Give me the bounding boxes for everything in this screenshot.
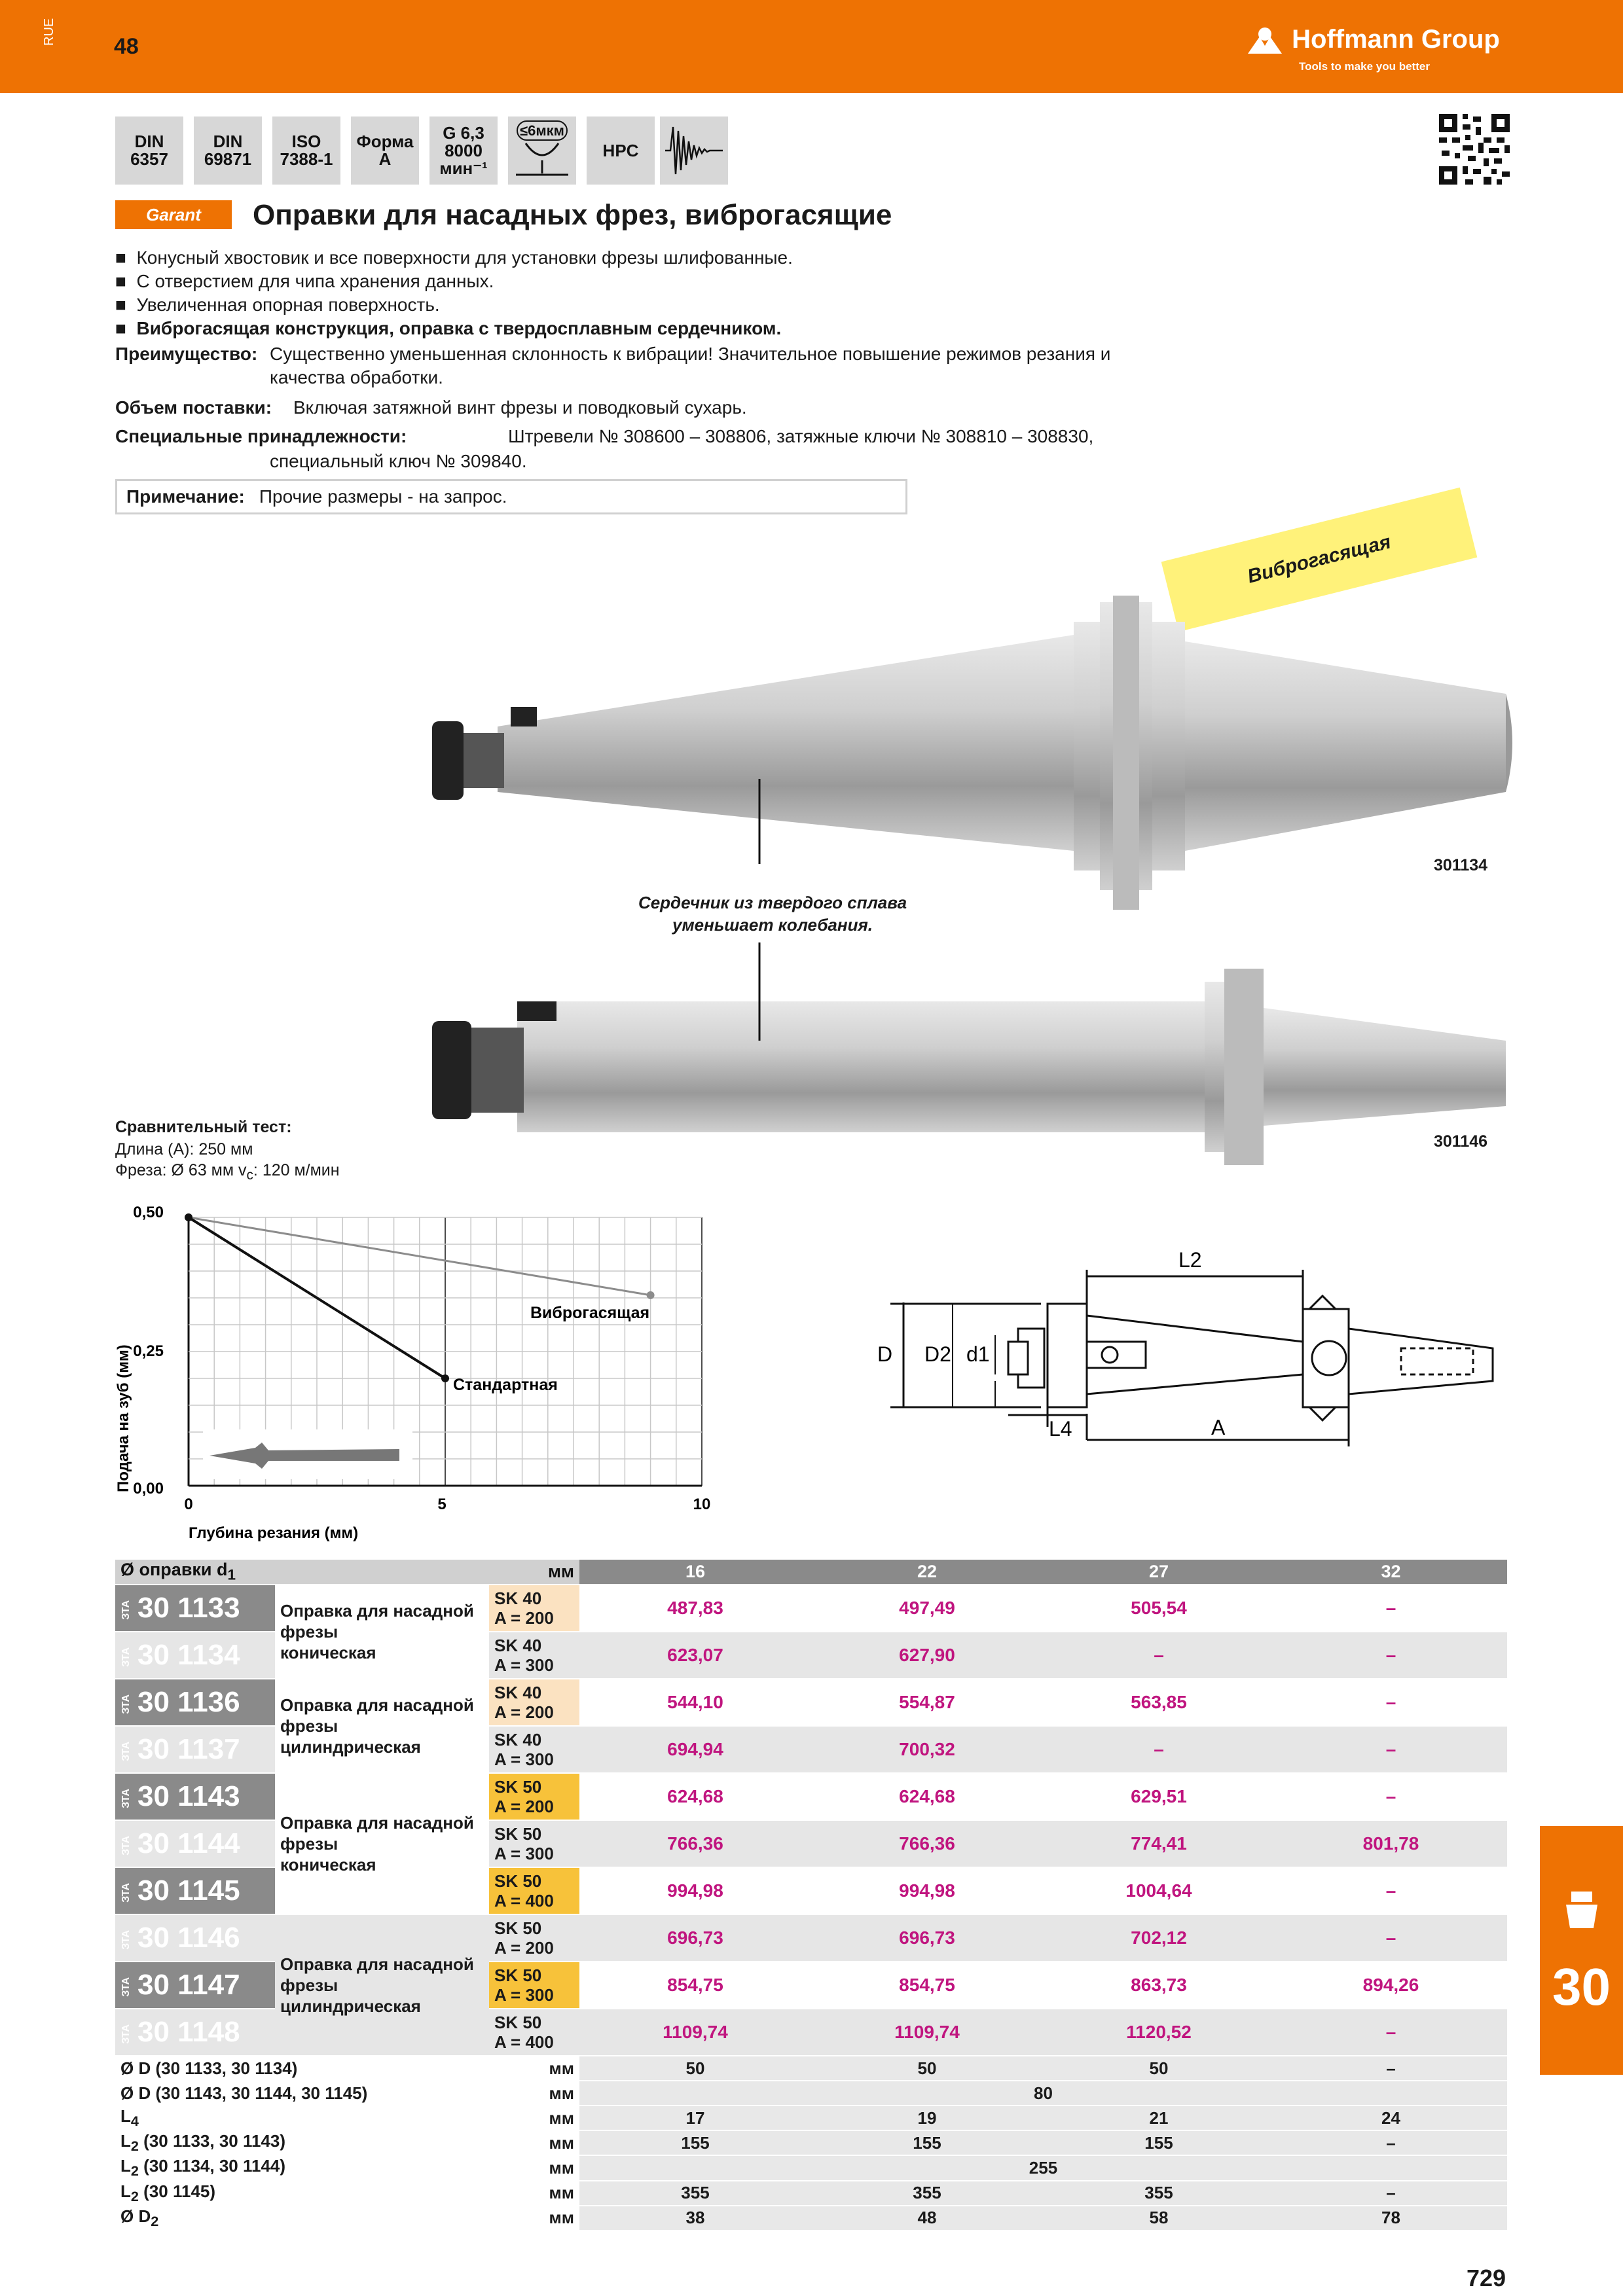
spec-unit: мм xyxy=(489,2155,579,2180)
spec-unit: мм xyxy=(489,2206,579,2231)
price-cell[interactable]: 487,83 xyxy=(579,1585,811,1632)
spec-value: – xyxy=(1275,2056,1507,2081)
product-description xyxy=(275,1585,489,1679)
price-cell[interactable]: 854,75 xyxy=(811,1962,1043,2009)
price-cell[interactable]: – xyxy=(1043,1632,1275,1679)
badge-balance xyxy=(429,117,498,185)
taper-sk: SK 40 xyxy=(494,1588,542,1608)
description-line-2: цилиндрическая xyxy=(280,1737,421,1757)
y-tick-label: 0,50 xyxy=(133,1204,164,1221)
price-cell[interactable]: 774,41 xyxy=(1043,1820,1275,1867)
description-line-1: Оправка для насадной фрезы xyxy=(280,1813,474,1854)
badge-form xyxy=(351,117,419,185)
note-box xyxy=(115,479,907,514)
price-cell[interactable]: 801,78 xyxy=(1275,1820,1507,1867)
spec-value: 48 xyxy=(811,2206,1043,2231)
spec-unit: мм xyxy=(489,2081,579,2106)
spec-value: – xyxy=(1275,2181,1507,2206)
spec-label-sub: 2 xyxy=(130,2162,139,2179)
page-title: Оправки для насадных фрез, виброгасящие xyxy=(253,199,892,231)
test-length: Длина (А): 250 мм xyxy=(115,1140,253,1158)
product-description xyxy=(275,1914,489,2056)
spec-value: 17 xyxy=(579,2106,811,2130)
x-tick-label: 5 xyxy=(437,1496,447,1513)
price-cell[interactable]: 766,36 xyxy=(811,1820,1043,1867)
spec-label xyxy=(115,2181,489,2206)
spec-row xyxy=(115,2130,1507,2155)
series-label-vibration: Виброгасящая xyxy=(530,1304,650,1322)
spec-row xyxy=(115,2056,1507,2081)
bullet-3: ■ Увеличенная опорная поверхность. xyxy=(115,295,440,315)
badge-din6357 xyxy=(115,117,183,185)
article-number[interactable] xyxy=(115,1914,275,1962)
spec-label-text: Ø D (30 1133, 30 1134) xyxy=(120,2058,298,2078)
price-cell[interactable]: – xyxy=(1275,1679,1507,1726)
article-number[interactable] xyxy=(115,1632,275,1679)
article-prefix: ЗТА xyxy=(120,1741,132,1761)
brand-logo xyxy=(1245,25,1500,55)
spec-label-sub: 2 xyxy=(130,2187,139,2204)
price-cell[interactable]: 497,49 xyxy=(811,1585,1043,1632)
taper-size xyxy=(489,1632,579,1679)
article-number[interactable] xyxy=(115,1773,275,1820)
spec-label xyxy=(115,2081,489,2106)
taper-sk: SK 50 xyxy=(494,1777,542,1797)
bullet-text: Конусный хвостовик и все поверхности для установки фрезы шлифованные. xyxy=(136,247,793,268)
spec-label-tail: (30 1145) xyxy=(138,2181,216,2201)
price-cell[interactable]: 544,10 xyxy=(579,1679,811,1726)
price-cell[interactable]: 624,68 xyxy=(579,1773,811,1820)
y-tick-label: 0,00 xyxy=(133,1480,164,1498)
spec-label xyxy=(115,2106,489,2130)
article-number-text: 30 1143 xyxy=(137,1780,240,1812)
article-number-text: 30 1136 xyxy=(137,1686,240,1718)
taper-size xyxy=(489,1773,579,1820)
dim-D2-label: D2 xyxy=(924,1342,951,1366)
language-code: RUE xyxy=(42,18,56,46)
spec-label xyxy=(115,2155,489,2180)
price-cell[interactable]: – xyxy=(1275,1867,1507,1914)
price-cell[interactable]: 766,36 xyxy=(579,1820,811,1867)
bullet-text: Виброгасящая конструкция, оправка с твердосплавным сердечником. xyxy=(136,318,782,338)
article-number-text: 30 1144 xyxy=(137,1827,240,1859)
spec-value: 50 xyxy=(1043,2056,1275,2081)
article-prefix: ЗТА xyxy=(120,1647,132,1667)
x-axis-label: Глубина резания (мм) xyxy=(189,1524,359,1542)
article-prefix: ЗТА xyxy=(120,1788,132,1808)
qr-code-icon[interactable] xyxy=(1439,114,1510,185)
taper-sk: SK 40 xyxy=(494,1683,542,1702)
article-prefix: ЗТА xyxy=(120,1835,132,1856)
article-number-text: 30 1145 xyxy=(137,1874,240,1907)
spec-label xyxy=(115,2130,489,2155)
taper-sk: SK 40 xyxy=(494,1730,542,1749)
taper-size xyxy=(489,1867,579,1914)
price-cell[interactable]: – xyxy=(1275,1773,1507,1820)
spec-label-text: L xyxy=(120,2181,131,2201)
spec-value: 155 xyxy=(579,2130,811,2155)
spec-label-tail: (30 1133, 30 1143) xyxy=(138,2131,286,2151)
header-col: 32 xyxy=(1275,1560,1507,1585)
dim-A-label: A xyxy=(1211,1416,1226,1439)
badge-line: 8000 xyxy=(445,140,483,160)
bullet-1: ■ Конусный хвостовик и все поверхности для установки фрезы шлифованные. xyxy=(115,247,793,268)
article-number-text: 30 1134 xyxy=(137,1639,240,1671)
toolholder-image-conical xyxy=(419,576,1519,942)
price-cell[interactable]: – xyxy=(1275,1914,1507,1962)
spec-value: 21 xyxy=(1043,2106,1275,2130)
spec-row xyxy=(115,2081,1507,2106)
price-cell[interactable]: – xyxy=(1043,1726,1275,1773)
taper-length: A = 200 xyxy=(494,1938,554,1958)
product-description xyxy=(275,1773,489,1914)
price-cell[interactable]: 624,68 xyxy=(811,1773,1043,1820)
taper-sk: SK 50 xyxy=(494,1824,542,1844)
price-cell[interactable]: 702,12 xyxy=(1043,1914,1275,1962)
article-number-text: 30 1148 xyxy=(137,2016,240,2048)
data-point xyxy=(441,1374,449,1382)
spec-value: 355 xyxy=(1043,2181,1275,2206)
taper-size xyxy=(489,1914,579,1962)
y-tick-label: 0,25 xyxy=(133,1342,164,1360)
spec-value: 58 xyxy=(1043,2206,1275,2231)
taper-length: A = 200 xyxy=(494,1797,554,1816)
price-cell[interactable]: 629,51 xyxy=(1043,1773,1275,1820)
section-tool-icon xyxy=(1562,1889,1601,1935)
supply-label: Объем поставки: xyxy=(115,397,272,418)
spec-value: 255 xyxy=(579,2155,1507,2180)
taper-size xyxy=(489,1585,579,1632)
test-cutter-sub: c xyxy=(246,1168,253,1183)
description-line-1: Оправка для насадной фрезы xyxy=(280,1695,474,1736)
article-number[interactable] xyxy=(115,1726,275,1773)
bullet-2: ■ С отверстием для чипа хранения данных. xyxy=(115,271,494,291)
badge-line: DIN xyxy=(134,132,164,151)
price-cell[interactable]: 627,90 xyxy=(811,1632,1043,1679)
taper-sk: SK 50 xyxy=(494,1918,542,1938)
spec-unit: мм xyxy=(489,2056,579,2081)
taper-size xyxy=(489,1679,579,1726)
callout-line-1: Сердечник из твердого сплава xyxy=(638,893,907,912)
spec-label-tail: (30 1134, 30 1144) xyxy=(138,2156,286,2176)
badge-iso xyxy=(272,117,340,185)
article-number-text: 30 1137 xyxy=(137,1733,240,1765)
spec-value: 80 xyxy=(579,2081,1507,2106)
spec-label-text: Ø D xyxy=(120,2206,151,2226)
dim-L2-label: L2 xyxy=(1178,1248,1202,1272)
spec-unit: мм xyxy=(489,2130,579,2155)
article-number[interactable] xyxy=(115,2009,275,2056)
test-cutter-end: : 120 м/мин xyxy=(253,1161,340,1179)
data-point xyxy=(185,1213,192,1221)
spec-label-sub: 2 xyxy=(130,2138,139,2155)
badge-line: мин⁻¹ xyxy=(439,158,488,178)
taper-size xyxy=(489,2009,579,2056)
supply-text: Включая затяжной винт фрезы и поводковый сухарь. xyxy=(293,397,747,418)
badge-line: DIN xyxy=(213,132,243,151)
price-cell[interactable]: 894,26 xyxy=(1275,1962,1507,2009)
badge-line: G 6,3 xyxy=(443,122,484,143)
description-line-2: цилиндрическая xyxy=(280,1996,421,2016)
taper-length: A = 300 xyxy=(494,1844,554,1863)
spec-label xyxy=(115,2206,489,2231)
x-tick-label: 0 xyxy=(184,1496,193,1513)
price-cell[interactable]: 1109,74 xyxy=(579,2009,811,2056)
y-axis-label: Подача на зуб (мм) xyxy=(115,1344,132,1492)
price-cell[interactable]: 623,07 xyxy=(579,1632,811,1679)
spec-value: 19 xyxy=(811,2106,1043,2130)
price-cell[interactable]: 563,85 xyxy=(1043,1679,1275,1726)
badge-din69871 xyxy=(194,117,262,185)
spec-row xyxy=(115,2106,1507,2130)
taper-length: A = 200 xyxy=(494,1702,554,1722)
test-cutter xyxy=(115,1161,340,1183)
price-cell[interactable]: 854,75 xyxy=(579,1962,811,2009)
price-cell[interactable]: 696,73 xyxy=(811,1914,1043,1962)
price-cell[interactable]: 505,54 xyxy=(1043,1585,1275,1632)
garant-logo xyxy=(115,200,232,229)
spec-value: 355 xyxy=(811,2181,1043,2206)
spec-row xyxy=(115,2206,1507,2231)
header-label-sub: 1 xyxy=(227,1566,236,1583)
callout-caption xyxy=(589,891,956,936)
badge-hpc xyxy=(587,117,655,185)
x-tick-label: 10 xyxy=(693,1496,711,1513)
toolholder-image-cylindrical xyxy=(419,956,1519,1178)
price-cell[interactable]: 1120,52 xyxy=(1043,2009,1275,2056)
dim-L4-label: L4 xyxy=(1049,1417,1072,1441)
spec-label-sub: 4 xyxy=(130,2113,139,2130)
page-number-bottom: 729 xyxy=(1467,2265,1506,2291)
section-number: 30 xyxy=(1552,1958,1611,2016)
dim-D-label: D xyxy=(877,1342,893,1366)
spec-value: 155 xyxy=(811,2130,1043,2155)
sticker-text: Виброгасящая xyxy=(1245,531,1393,588)
spec-value: – xyxy=(1275,2130,1507,2155)
test-cutter-text: Фреза: Ø 63 мм v xyxy=(115,1161,247,1179)
taper-sk: SK 40 xyxy=(494,1636,542,1655)
price-cell[interactable]: 994,98 xyxy=(579,1867,811,1914)
header-unit: мм xyxy=(489,1560,579,1585)
dimension-diagram xyxy=(877,1244,1519,1460)
note-text: Прочие размеры - на запрос. xyxy=(259,486,507,507)
spec-label-text: L xyxy=(120,2156,131,2176)
article-prefix: ЗТА xyxy=(120,1882,132,1903)
data-point xyxy=(647,1291,655,1299)
header-col: 22 xyxy=(811,1560,1043,1585)
badge-line: 69871 xyxy=(204,149,252,169)
spec-label-sub: 2 xyxy=(151,2212,159,2229)
bullet-text: С отверстием для чипа хранения данных. xyxy=(136,271,494,291)
article-number-text: 30 1133 xyxy=(137,1592,240,1624)
comparison-chart xyxy=(111,1204,714,1545)
spec-unit: мм xyxy=(489,2106,579,2130)
product-table xyxy=(115,1560,1507,2231)
description-line-2: коническая xyxy=(280,1643,376,1662)
article-prefix: ЗТА xyxy=(120,2024,132,2044)
badge-line: А xyxy=(378,149,392,169)
badge-runout xyxy=(508,117,576,185)
spec-label-text: L xyxy=(120,2131,131,2151)
spec-label-text: Ø D (30 1143, 30 1144, 30 1145) xyxy=(120,2083,368,2103)
price-cell[interactable]: 696,73 xyxy=(579,1914,811,1962)
article-number-text: 30 1146 xyxy=(137,1922,240,1954)
advantage-label: Преимущество: xyxy=(115,344,258,364)
taper-length: A = 400 xyxy=(494,1891,554,1910)
accessories-label: Специальные принадлежности: xyxy=(115,426,407,446)
price-cell[interactable]: 554,87 xyxy=(811,1679,1043,1726)
description-line-1: Оправка для насадной фрезы xyxy=(280,1601,474,1641)
taper-length: A = 300 xyxy=(494,1985,554,2005)
badge-vibration xyxy=(660,117,728,185)
table-row[interactable] xyxy=(115,1773,1507,1820)
spec-value: 50 xyxy=(811,2056,1043,2081)
accessories-text-2: специальный ключ № 309840. xyxy=(270,451,527,471)
section-tab[interactable] xyxy=(1540,1826,1623,2075)
price-cell[interactable]: 700,32 xyxy=(811,1726,1043,1773)
spec-value: 355 xyxy=(579,2181,811,2206)
price-cell[interactable]: 994,98 xyxy=(811,1867,1043,1914)
runout-icon xyxy=(513,141,572,180)
garant-label: Garant xyxy=(146,204,201,224)
brand-tagline: Tools to make you better xyxy=(1299,60,1430,73)
article-prefix: ЗТА xyxy=(120,1694,132,1714)
table-row[interactable] xyxy=(115,1585,1507,1632)
taper-sk: SK 50 xyxy=(494,1871,542,1891)
taper-length: A = 200 xyxy=(494,1608,554,1628)
taper-sk: SK 50 xyxy=(494,1965,542,1985)
spec-value: 155 xyxy=(1043,2130,1275,2155)
taper-size xyxy=(489,1726,579,1773)
header-label-text: Ø оправки d xyxy=(120,1560,228,1580)
bullet-4: ■ Виброгасящая конструкция, оправка с твердосплавным сердечником. xyxy=(115,318,782,338)
brand-name: Hoffmann Group xyxy=(1292,25,1500,54)
taper-length: A = 400 xyxy=(494,2032,554,2052)
badge-line: ≤6мкм xyxy=(517,120,568,141)
price-cell[interactable]: 1109,74 xyxy=(811,2009,1043,2056)
spec-unit: мм xyxy=(489,2181,579,2206)
price-cell[interactable]: – xyxy=(1275,1585,1507,1632)
description-line-1: Оправка для насадной фрезы xyxy=(280,1954,474,1995)
article-number[interactable] xyxy=(115,1962,275,2009)
table-row[interactable] xyxy=(115,1914,1507,1962)
image-label-301146: 301146 xyxy=(1434,1132,1488,1151)
image-label-301134: 301134 xyxy=(1434,856,1488,874)
price-cell[interactable]: 863,73 xyxy=(1043,1962,1275,2009)
table-header-label xyxy=(115,1560,489,1585)
taper-length: A = 300 xyxy=(494,1749,554,1769)
spec-row xyxy=(115,2155,1507,2180)
page-number-top: 48 xyxy=(114,34,139,59)
spec-value: 50 xyxy=(579,2056,811,2081)
spec-label xyxy=(115,2056,489,2081)
header-col: 16 xyxy=(579,1560,811,1585)
spec-row xyxy=(115,2181,1507,2206)
taper-size xyxy=(489,1962,579,2009)
callout-line-2: уменьшает колебания. xyxy=(672,915,873,935)
badge-line: ISO xyxy=(291,132,321,151)
article-number[interactable] xyxy=(115,1679,275,1726)
taper-size xyxy=(489,1820,579,1867)
article-prefix: ЗТА xyxy=(120,1977,132,1997)
badge-line: HPC xyxy=(602,140,639,160)
test-title: Сравнительный тест: xyxy=(115,1118,292,1136)
article-number[interactable] xyxy=(115,1867,275,1914)
article-number[interactable] xyxy=(115,1585,275,1632)
article-number[interactable] xyxy=(115,1820,275,1867)
chart-inset-holder-icon xyxy=(203,1429,412,1479)
price-cell[interactable]: 1004,64 xyxy=(1043,1867,1275,1914)
note-label: Примечание: xyxy=(126,486,245,507)
article-number-text: 30 1147 xyxy=(137,1969,240,2001)
spec-value: 24 xyxy=(1275,2106,1507,2130)
bullet-text: Увеличенная опорная поверхность. xyxy=(136,295,440,315)
header-col: 27 xyxy=(1043,1560,1275,1585)
taper-length: A = 300 xyxy=(494,1655,554,1675)
product-description xyxy=(275,1679,489,1773)
spec-value: 78 xyxy=(1275,2206,1507,2231)
hoffmann-logo-icon xyxy=(1245,26,1285,55)
advantage-text-2: качества обработки. xyxy=(270,367,443,387)
article-prefix: ЗТА xyxy=(120,1600,132,1620)
vibration-damping-icon xyxy=(663,124,725,177)
article-prefix: ЗТА xyxy=(120,1929,132,1950)
series-label-standard: Стандартная xyxy=(453,1376,558,1394)
spec-label-text: L xyxy=(120,2106,131,2126)
price-cell[interactable]: – xyxy=(1275,1632,1507,1679)
price-cell[interactable]: – xyxy=(1275,2009,1507,2056)
badge-line: 7388-1 xyxy=(280,149,333,169)
price-cell[interactable]: 694,94 xyxy=(579,1726,811,1773)
badge-line: Форма xyxy=(356,132,414,151)
price-cell[interactable]: – xyxy=(1275,1726,1507,1773)
description-line-2: коническая xyxy=(280,1855,376,1874)
taper-sk: SK 50 xyxy=(494,2013,542,2032)
table-row[interactable] xyxy=(115,1679,1507,1726)
accessories-text: Штревели № 308600 – 308806, затяжные ключи № 308810 – 308830, xyxy=(508,426,1094,446)
advantage-text: Существенно уменьшенная склонность к вибрации! Значительное повышение режимов резания и xyxy=(270,344,1111,364)
dim-d1-label: d1 xyxy=(966,1342,990,1366)
spec-value: 38 xyxy=(579,2206,811,2231)
badge-line: 6357 xyxy=(130,149,168,169)
